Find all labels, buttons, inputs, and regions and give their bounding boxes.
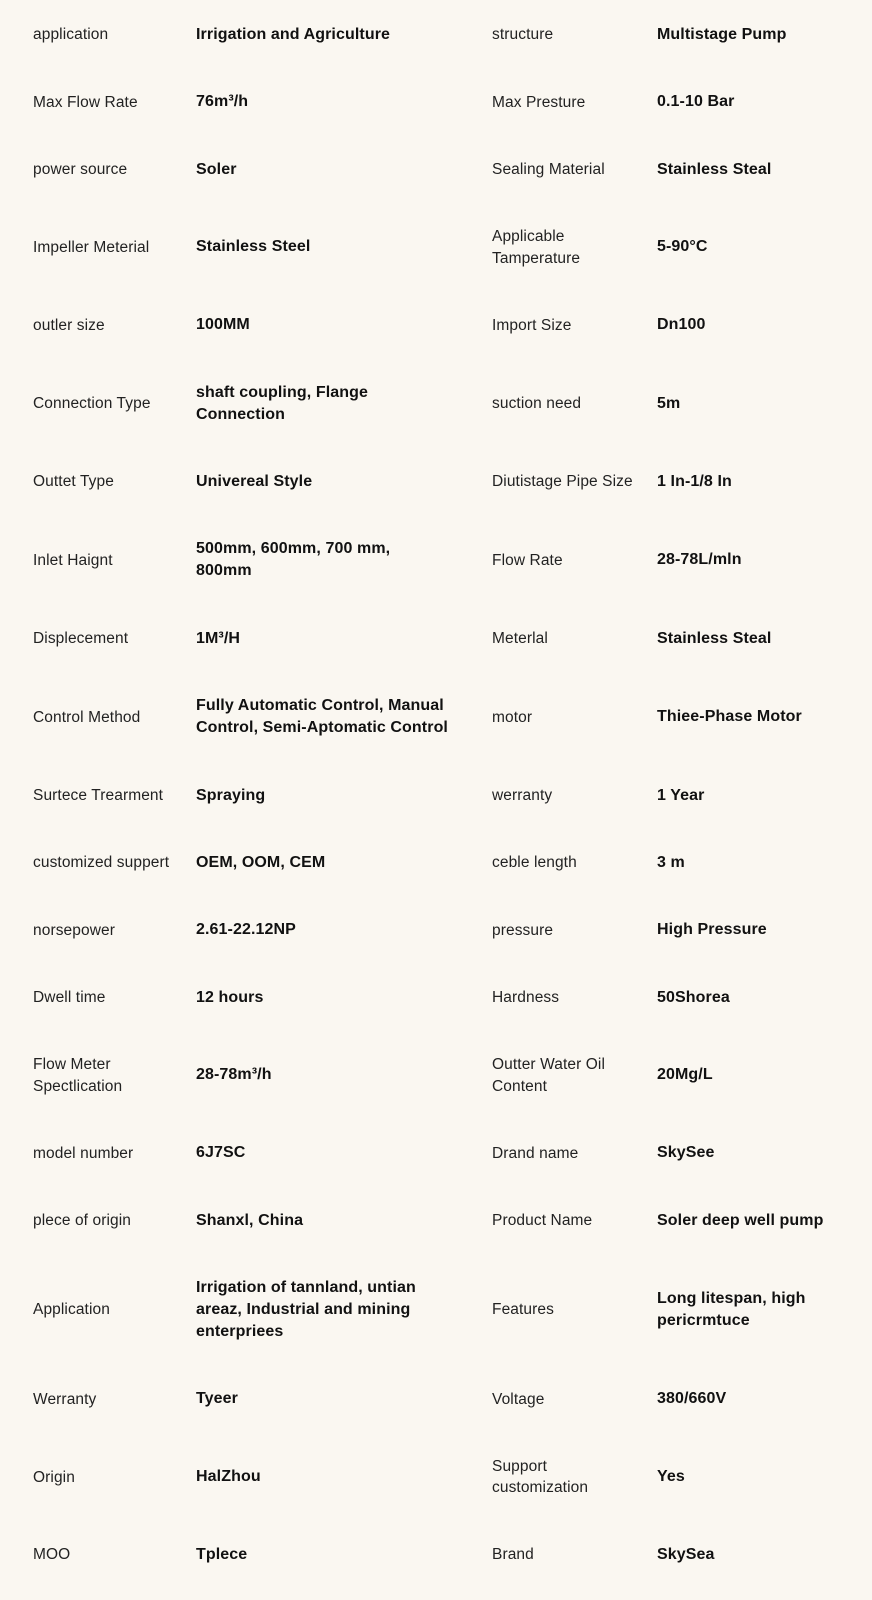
spec-label-right (492, 1299, 657, 1320)
spec-value-right (657, 91, 862, 113)
spec-label-left-text: Inlet Haignt (33, 551, 113, 569)
spec-label-right-text: Brand (492, 1546, 534, 1564)
spec-value-left (196, 91, 492, 113)
spec-value-left (196, 1388, 492, 1410)
spec-value-right-text: Yes (657, 1468, 685, 1486)
spec-value-right (657, 785, 862, 807)
spec-value-right (657, 628, 862, 650)
spec-value-right-text: High Pressure (657, 921, 767, 939)
spec-label-left-text: application (33, 26, 109, 44)
spec-value-right (657, 919, 862, 941)
spec-label-right-text: Hardness (492, 989, 560, 1007)
spec-value-right-text: SkySea (657, 1545, 715, 1563)
spec-label-right (492, 24, 657, 45)
spec-value-left-text: 6J7SC (196, 1144, 246, 1162)
spec-label-left-text: customized suppert (33, 854, 170, 872)
spec-label-left (33, 315, 196, 336)
spec-label-right-text: Meterlal (492, 630, 548, 648)
spec-value-left (196, 471, 492, 493)
spec-value-left-text: 12 hours (196, 988, 264, 1006)
spec-label-right-text: Product Name (492, 1211, 593, 1229)
spec-row (0, 382, 872, 426)
spec-label-left (33, 550, 196, 571)
spec-row (0, 987, 872, 1009)
spec-value-left (196, 159, 492, 181)
spec-label-left (33, 1143, 196, 1164)
spec-value-right (657, 24, 862, 46)
spec-value-left-text: 28-78m³/h (196, 1066, 272, 1084)
spec-value-right-text: 50Shorea (657, 988, 730, 1006)
spec-label-left (33, 852, 196, 873)
spec-label-left-text: norsepower (33, 921, 115, 939)
spec-row (0, 1388, 872, 1410)
spec-value-left-text: 100MM (196, 316, 250, 334)
spec-label-right-text: Outter Water Oil Content (492, 1056, 605, 1095)
spec-label-left (33, 785, 196, 806)
spec-row (0, 314, 872, 336)
spec-value-right-text: 1 In-1/8 In (657, 473, 732, 490)
spec-label-right (492, 1389, 657, 1410)
spec-value-right-text: Thiee-Phase Motor (657, 708, 802, 726)
spec-label-right (492, 226, 657, 269)
spec-value-right (657, 1388, 862, 1410)
spec-value-right (657, 987, 862, 1009)
spec-value-left (196, 1210, 492, 1232)
spec-value-left (196, 236, 492, 258)
spec-value-right-text: Multistage Pump (657, 26, 787, 43)
spec-label-left (33, 393, 196, 414)
spec-label-right-text: ceble length (492, 854, 577, 872)
spec-value-left-text: Irrigation and Agriculture (196, 26, 391, 43)
spec-label-right-text: Drand name (492, 1144, 579, 1162)
spec-label-left-text: Outtet Type (33, 473, 114, 491)
spec-row (0, 919, 872, 941)
spec-value-right-text: 0.1-10 Bar (657, 93, 735, 111)
spec-label-left-text: Application (33, 1301, 110, 1319)
spec-label-right-text: werranty (492, 787, 553, 804)
spec-label-right (492, 1054, 657, 1097)
spec-label-left-text: Flow Meter Spectlication (33, 1056, 123, 1095)
spec-label-left (33, 471, 196, 492)
spec-value-left-text: Soler (196, 160, 237, 178)
spec-value-left-text: Tplece (196, 1545, 248, 1563)
spec-value-right-text: SkySee (657, 1144, 715, 1162)
spec-label-right (492, 1456, 657, 1499)
spec-value-right-text: Stainless Steal (657, 629, 772, 647)
spec-value-right (657, 1210, 862, 1232)
spec-label-left (33, 1210, 196, 1231)
spec-row (0, 1142, 872, 1164)
spec-label-right-text: Max Presture (492, 93, 586, 111)
spec-value-left-text: 500mm, 600mm, 700 mm, 800mm (196, 540, 391, 580)
spec-value-right (657, 314, 862, 336)
spec-label-right-text: pressure (492, 921, 554, 939)
spec-value-right-text: 380/660V (657, 1390, 727, 1408)
spec-value-right (657, 1064, 862, 1086)
spec-label-right (492, 628, 657, 649)
spec-label-right-text: structure (492, 26, 554, 44)
spec-label-left-text: Origin (33, 1468, 75, 1486)
spec-label-left-text: Werranty (33, 1390, 97, 1408)
spec-row (0, 628, 872, 650)
spec-label-left (33, 1467, 196, 1488)
spec-value-left (196, 538, 492, 582)
spec-value-left-text: 2.61-22.12NP (196, 921, 296, 939)
spec-value-left-text: HalZhou (196, 1468, 261, 1486)
spec-label-right-text: Voltage (492, 1390, 545, 1408)
spec-value-right (657, 236, 862, 258)
spec-row (0, 1544, 872, 1566)
spec-label-left (33, 1544, 196, 1565)
spec-value-left-text: 76m³/h (196, 93, 249, 111)
spec-value-left-text: Fully Automatic Control, Manual Control, Semi-Aptomatic Control (196, 697, 448, 737)
spec-label-left-text: model number (33, 1144, 134, 1162)
spec-label-right (492, 1210, 657, 1231)
spec-label-right (492, 1143, 657, 1164)
spec-value-left-text: Shanxl, China (196, 1211, 304, 1229)
spec-label-left (33, 92, 196, 113)
spec-value-left (196, 314, 492, 336)
spec-value-right (657, 1544, 862, 1566)
spec-value-right (657, 159, 862, 181)
spec-label-left-text: Control Method (33, 708, 141, 726)
spec-value-left-text: 1M³/H (196, 629, 241, 647)
spec-label-left-text: MOO (33, 1546, 71, 1564)
spec-value-left-text: Irrigation of tannland, untian areaz, Industrial and mining enterpriees (196, 1278, 416, 1341)
spec-value-left (196, 987, 492, 1009)
spec-label-right-text: Import Size (492, 316, 572, 334)
spec-value-right (657, 1466, 862, 1488)
spec-value-right-text: 20Mg/L (657, 1066, 713, 1084)
spec-row (0, 852, 872, 874)
spec-row (0, 1277, 872, 1343)
spec-label-left (33, 987, 196, 1008)
spec-label-left (33, 1054, 196, 1097)
spec-value-left-text: OEM, OOM, CEM (196, 854, 326, 872)
spec-row (0, 471, 872, 493)
spec-value-right-text: Soler deep well pump (657, 1211, 824, 1229)
spec-row (0, 1456, 872, 1499)
spec-label-left (33, 920, 196, 941)
spec-value-right-text: 1 Year (657, 786, 705, 804)
spec-value-right-text: 3 m (657, 854, 685, 872)
spec-row (0, 24, 872, 46)
spec-label-left (33, 1299, 196, 1320)
spec-value-left (196, 695, 492, 739)
spec-label-right (492, 92, 657, 113)
spec-value-left (196, 1064, 492, 1086)
spec-label-right-text: Sealing Material (492, 161, 605, 179)
spec-label-right (492, 315, 657, 336)
spec-value-left (196, 382, 492, 426)
spec-label-right-text: Diutistage Pipe Size (492, 473, 633, 491)
spec-label-left-text: Max Flow Rate (33, 93, 138, 111)
spec-value-right-text: Long litespan, high pericrmtuce (657, 1289, 806, 1330)
spec-value-left-text: Spraying (196, 786, 266, 804)
spec-label-left (33, 24, 196, 45)
spec-value-left-text: Univereal Style (196, 473, 313, 490)
spec-label-left-text: Displecement (33, 630, 129, 648)
spec-label-left (33, 1389, 196, 1410)
spec-row (0, 785, 872, 807)
spec-label-left-text: plece of origin (33, 1211, 132, 1229)
spec-value-right (657, 706, 862, 728)
spec-value-right (657, 393, 862, 415)
spec-label-right (492, 852, 657, 873)
spec-value-left (196, 1142, 492, 1164)
spec-row (0, 538, 872, 582)
spec-value-left (196, 785, 492, 807)
spec-label-right (492, 1544, 657, 1565)
spec-row (0, 1054, 872, 1097)
spec-label-right-text: motor (492, 708, 533, 726)
spec-value-right (657, 549, 862, 571)
spec-label-left-text: Connection Type (33, 394, 151, 412)
spec-row (0, 1210, 872, 1232)
spec-value-left (196, 852, 492, 874)
spec-value-left (196, 1277, 492, 1343)
spec-value-right-text: Stainless Steal (657, 160, 772, 178)
spec-row (0, 226, 872, 269)
spec-label-left-text: outler size (33, 316, 105, 334)
spec-value-right-text: 28-78L/mln (657, 551, 742, 569)
spec-label-right (492, 159, 657, 180)
spec-row (0, 695, 872, 739)
spec-label-left-text: Dwell time (33, 989, 106, 1007)
spec-value-left (196, 1544, 492, 1566)
spec-label-right-text: Flow Rate (492, 551, 563, 569)
spec-label-right (492, 550, 657, 571)
spec-label-right-text: suction need (492, 394, 582, 412)
spec-label-left (33, 707, 196, 728)
spec-value-left-text: Tyeer (196, 1390, 239, 1408)
spec-value-right (657, 1142, 862, 1164)
spec-value-right (657, 471, 862, 493)
spec-value-left (196, 628, 492, 650)
spec-label-left-text: power source (33, 161, 128, 179)
spec-label-right-text: Support customization (492, 1457, 589, 1497)
spec-value-right (657, 852, 862, 874)
spec-label-right-text: Applicable Tamperature (492, 228, 581, 267)
spec-label-left (33, 159, 196, 180)
spec-value-left-text: Stainless Steel (196, 238, 311, 256)
spec-label-right-text: Features (492, 1301, 554, 1319)
spec-label-right (492, 987, 657, 1008)
spec-label-left (33, 628, 196, 649)
spec-label-left-text: Surtece Trearment (33, 787, 164, 804)
spec-value-left (196, 1466, 492, 1488)
spec-value-right-text: Dn100 (657, 316, 706, 334)
spec-value-left (196, 24, 492, 46)
spec-label-right (492, 393, 657, 414)
spec-value-right (657, 1288, 862, 1332)
spec-value-right-text: 5m (657, 394, 681, 412)
spec-value-right-text: 5-90°C (657, 238, 708, 256)
spec-label-right (492, 785, 657, 806)
spec-value-left (196, 919, 492, 941)
spec-value-left-text: shaft coupling, Flange Connection (196, 383, 368, 423)
spec-label-left (33, 237, 196, 258)
spec-row (0, 91, 872, 113)
spec-row (0, 159, 872, 181)
spec-label-right (492, 471, 657, 492)
spec-label-left-text: Impeller Meterial (33, 238, 150, 256)
spec-label-right (492, 707, 657, 728)
spec-label-right (492, 920, 657, 941)
